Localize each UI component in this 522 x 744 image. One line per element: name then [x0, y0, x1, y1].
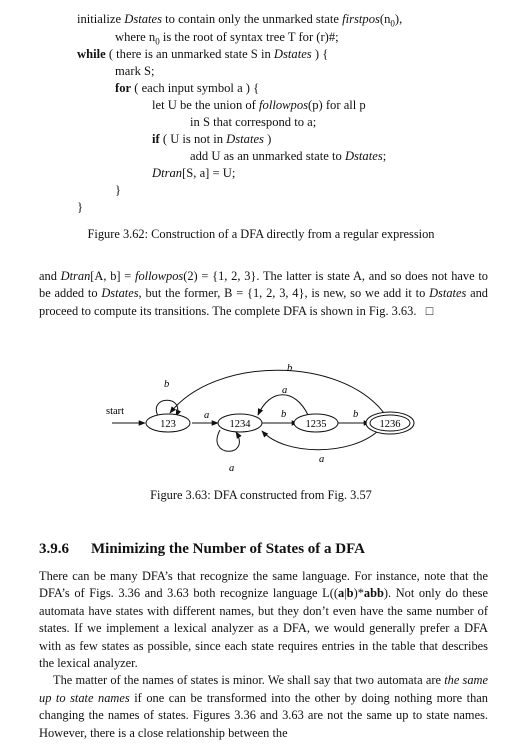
para-text: There can be many DFA’s that recognize the same language. For instance, note that the DFA’s of Figs. 3.36 and 3.63 both recognize language L(( — [39, 569, 488, 601]
para-bold: abb — [363, 586, 384, 601]
loop-123-label: b — [164, 379, 170, 390]
algo-text: (p) for all p — [308, 98, 366, 112]
para-text: Dtran — [60, 269, 91, 283]
edge-1235-1234-label: a — [282, 385, 288, 396]
para-text: Dstates — [101, 286, 139, 301]
algo-text: to contain only the unmarked state — [162, 12, 343, 26]
algo-line-5 — [115, 80, 259, 98]
algo-text: Dtran — [152, 166, 183, 180]
algo-subscript: 0 — [155, 36, 160, 47]
state-1236-label: 1236 — [379, 419, 401, 430]
edge-1236-1234 — [262, 431, 378, 450]
algo-text: ; — [382, 149, 387, 163]
section-paragraph-2 — [39, 672, 488, 742]
section-body — [39, 568, 488, 742]
algo-text: let U be the union of — [152, 98, 260, 112]
algo-text: [S, a] = U; — [182, 166, 236, 180]
algo-text: Dstates — [124, 12, 162, 26]
state-1235-label: 1235 — [305, 419, 327, 430]
algo-text: (n — [379, 12, 391, 26]
algo-line-11: } — [115, 183, 122, 197]
section-paragraph-1 — [39, 568, 488, 672]
dfa-diagram — [0, 350, 522, 480]
state-1234 — [218, 414, 262, 432]
algo-line-12: } — [77, 200, 84, 214]
edge-1236-123 — [170, 370, 384, 413]
para-text: Dstates — [429, 286, 467, 301]
keyword-while: while — [77, 47, 106, 61]
algo-line-9 — [190, 148, 386, 166]
para-bold: a — [337, 586, 345, 601]
algo-text: ) { — [311, 47, 329, 61]
para-italic: the same up to state names — [39, 673, 489, 705]
algo-text: add U as an unmarked state to — [190, 149, 345, 163]
algo-text: ), — [394, 12, 403, 26]
para-text: and — [39, 269, 61, 283]
algo-line-8 — [152, 131, 271, 149]
body-paragraph — [39, 268, 488, 320]
section-heading — [39, 541, 365, 558]
loop-1234-label: a — [229, 463, 235, 474]
section-title: Minimizing the Number of States of a DFA — [91, 541, 365, 557]
qed-symbol: □ — [425, 303, 434, 318]
para-text: [A, b] = — [90, 269, 136, 283]
edge-123-1234-label: a — [204, 410, 210, 421]
para-bold: b — [346, 586, 354, 601]
para-text: The matter of the names of states is minor. We shall say that two automata are — [53, 673, 445, 688]
section-number: 3.9.6 — [39, 541, 69, 557]
algo-text: where n — [115, 30, 156, 44]
para-text: followpos — [135, 269, 184, 283]
para-text: (2) = {1, 2, 3}. The latter is state A, and so does not have to be added to — [39, 269, 489, 301]
edge-1236-123-label: b — [287, 363, 293, 374]
algo-text: ( there is an unmarked state S in — [105, 47, 274, 61]
keyword-if: if — [152, 132, 160, 146]
algo-text: Dstates — [226, 132, 264, 146]
figure-caption-362: Figure 3.62: Construction of a DFA directly from a regular expression — [87, 227, 435, 241]
start-label: start — [106, 406, 125, 417]
para-text: ). Not only do these automata have states with different names, but they don’t even have the same number of states. If we implement a lexical analyzer as a DFA, we would generally prefer a DFA with as few states as possible, since each state requires entries in the table that describes the lexical analyzer. — [39, 586, 488, 671]
keyword-for: for — [115, 81, 132, 95]
algo-line-6 — [152, 97, 366, 115]
state-123 — [146, 414, 190, 432]
state-1234-label: 1234 — [229, 419, 251, 430]
algo-text: followpos — [259, 98, 309, 112]
algo-line-4: mark S; — [115, 64, 155, 78]
edge-1234-1235-label: b — [281, 409, 287, 420]
algo-line-3 — [77, 46, 328, 64]
para-text: | — [344, 586, 347, 601]
edge-1235-1236-label: b — [353, 409, 359, 420]
algo-line-10 — [152, 165, 235, 183]
algo-text: Dstates — [273, 47, 312, 61]
state-1236-accepting — [366, 412, 414, 434]
figure-caption-363: Figure 3.63: DFA constructed from Fig. 3.57 — [150, 488, 372, 502]
algo-text: Dstates — [344, 149, 383, 163]
state-1235 — [294, 414, 338, 432]
algo-subscript: 0 — [390, 18, 395, 29]
algo-text: is the root of syntax tree T for (r)#; — [159, 30, 339, 44]
algo-text: ( each input symbol a ) { — [131, 81, 260, 95]
para-text: )* — [353, 586, 364, 601]
state-123-label: 123 — [160, 419, 176, 430]
para-text: , but the former, B = {1, 2, 3, 4}, is new, so we add it to — [138, 286, 430, 301]
algo-line-7: in S that correspond to a; — [190, 115, 317, 129]
para-text: if one can be transformed into the other by doing nothing more than changing the names of states. Figures 3.36 and 3.63 are not the same up to state names. However, there is a close relationship between the — [39, 690, 489, 740]
loop-1234-edge — [217, 430, 239, 451]
algo-text: initialize — [77, 12, 125, 26]
algo-text: ( U is not in — [159, 132, 227, 146]
para-text: and proceed to compute its transitions. The complete DFA is shown in Fig. 3.63. — [39, 286, 488, 318]
edge-1236-1234-label: a — [319, 454, 325, 465]
algo-text: firstpos — [342, 12, 380, 26]
algo-text: ) — [263, 132, 272, 146]
